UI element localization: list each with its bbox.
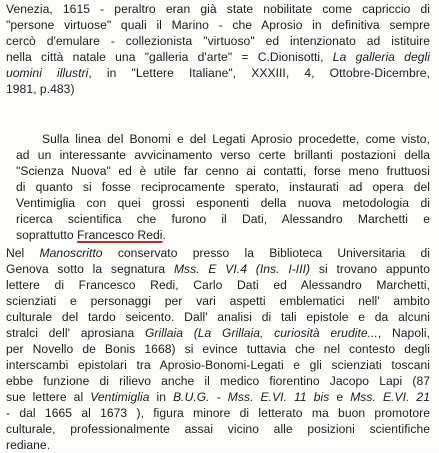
italic-term: Ventimiglia [90,390,150,404]
text-line [6,389,430,405]
paragraph-scienza-nuova [6,131,430,243]
text-line: culturale, professionalmente assai vicino alle posizioni scientifiche [6,422,430,436]
text-segment: , in "Lettere Italiane", XXXIII, 4, Ottobre-Dicembre, [88,66,430,80]
italic-title: La galleria degli [332,50,430,64]
text-segment: , Napoli, [377,326,430,340]
text-line: Venezia, 1615 - peraltro eran già state nobilitate come capriccio di [6,2,430,16]
italic-title: uomini illustri [6,66,89,80]
text-line [6,261,430,277]
text-line: lettere di Francesco Redi, Carlo Dati ed Alessandro Marchetti, [6,278,430,292]
italic-term: Mss. E.VI. 21 [350,390,430,404]
text-line [6,245,430,261]
italic-term: B.U.G. - Mss. E.VI. 11 bis [173,390,330,404]
paragraph-footnote-continuation [6,1,430,97]
italic-term: Mss. E VI.4 (Ins. I-III) [173,262,311,276]
text-line: "Scienza Nuova" ed è utile far cenno ai contatti, forse meno fruttuosi [16,164,430,178]
text-line: culturale del tardo seicento. Dall' analisi di tali epistole e da alcuni [6,310,430,324]
text-line: interscambi epistolari tra Aprosio-Bonomi-Legati e gli scienziati toscani [6,358,430,372]
text-line: ad un interessante avvicinamento verso certe brillanti postazioni della [16,148,430,162]
text-line: 1981, p.483) [6,82,75,96]
text-line: cercò d'emulare - collezionista "virtuoso" ed intenzionato ad istituire [6,34,430,48]
text-line: rediane. [6,438,51,452]
text-line: ebbe funzione di rilievo anche il medico fiorentino Jacopo Lapi (87 [6,374,430,388]
text-line: Sulla linea del Bonomi e del Legati Aprosio procedette, come visto, [42,132,430,146]
text-line: scienziati e personaggi per vari aspetti emblematici nell' ambito [6,294,430,308]
text-segment: soprattutto [16,228,78,242]
text-segment: . [162,228,166,242]
text-segment: in [149,390,174,404]
text-line [6,227,430,243]
text-line: ricerca scientifica che furono il Dati, Alessandro Marchetti e [16,212,430,226]
text-line: Ventimiglia con quei grossi esponenti della nuova metodologia di [16,196,430,210]
text-segment: Nel [6,246,40,260]
italic-term: Manoscritto [39,246,103,260]
text-segment: stralci dell' aprosiana [6,326,145,340]
text-segment: conservato presso la Biblioteca Universitaria di [102,246,430,260]
paragraph-manoscritto [6,245,430,453]
text-line: "persone virtuose" quali il Marino - che Aprosio in definitiva sempre [6,18,430,32]
text-line: - dal 1665 al 1673 ), figura minore di letterato ma buon promotore [6,406,430,420]
text-line [6,65,430,81]
underlined-name: Francesco Redi [77,228,163,242]
text-segment: si trovano appunto [310,262,430,276]
text-segment: nella città natale una "galleria d'arte" = C.Dionisotti, [6,50,333,64]
text-line: di quanto si fosse reciprocamente sperato, instaurati ad opera del [16,180,430,194]
text-segment: e [329,390,351,404]
italic-term: Grillaia (La Grillaia, curiosità erudite... [144,326,378,340]
text-segment: Genova sotto la segnatura [6,262,174,276]
text-line: per Novello de Bonis 1668) si evince tuttavia che nel contesto degli [6,342,430,356]
text-line [6,49,430,65]
text-segment: sue lettere al [6,390,91,404]
text-line [6,325,430,341]
